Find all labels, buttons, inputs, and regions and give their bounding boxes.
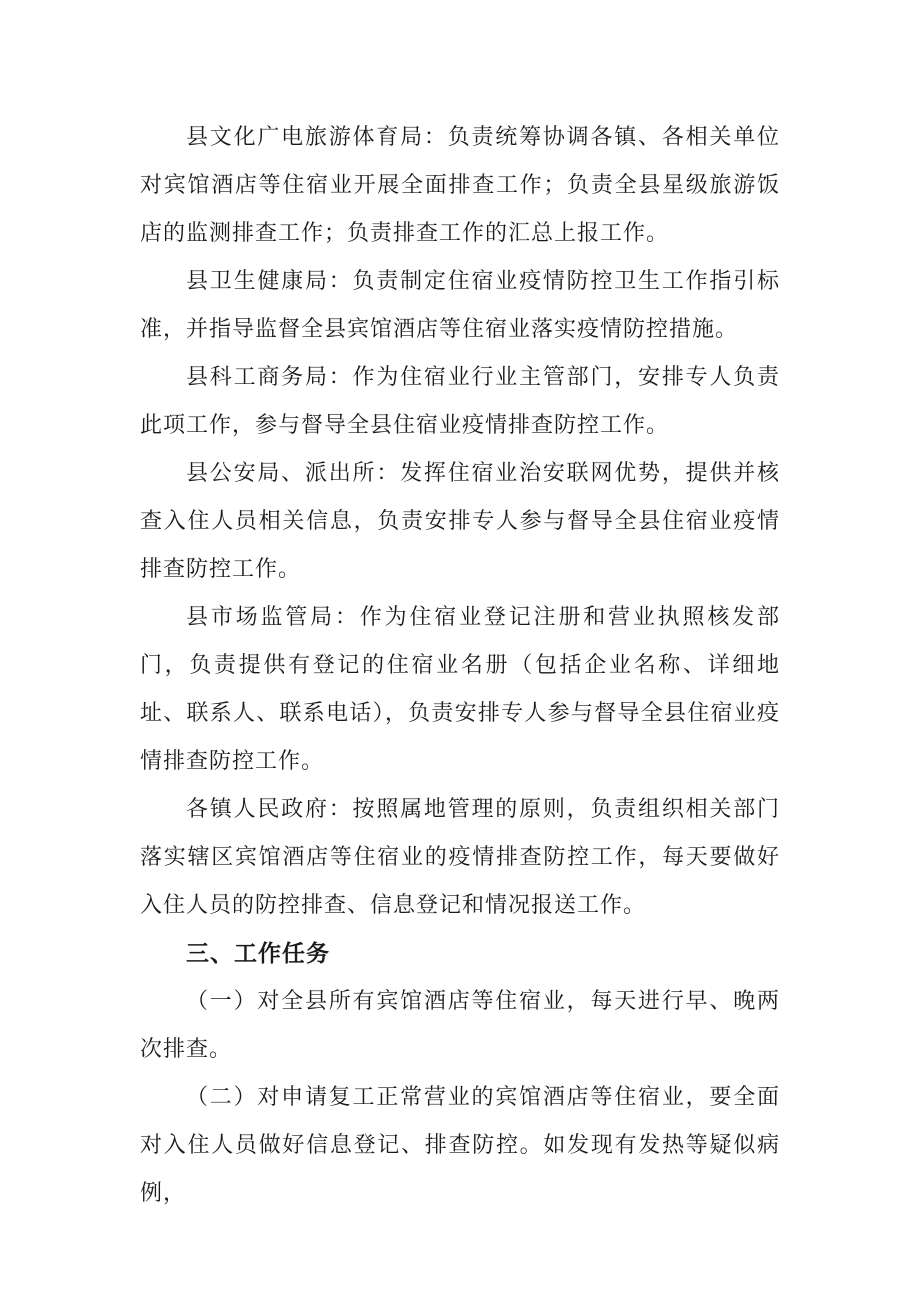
section-heading: 三、工作任务 <box>186 941 330 967</box>
task-item-1: （一）对全县所有宾馆酒店等住宿业，每天进行早、晚两次排查。 <box>140 989 780 1062</box>
paragraph-commerce-bureau: 县科工商务局：作为住宿业行业主管部门，安排专人负责此项工作，参与督导全县住宿业疫情排查防控工作。 <box>140 365 780 438</box>
paragraph-market-regulation-bureau: 县市场监管局：作为住宿业登记注册和营业执照核发部门，负责提供有登记的住宿业名册（包括企业名称、详细地址、联系人、联系电话），负责安排专人参与督导全县住宿业疫情排查防控工作。 <box>140 605 780 774</box>
paragraph-public-security-bureau: 县公安局、派出所：发挥住宿业治安联网优势，提供并核查入住人员相关信息，负责安排专人参与督导全县住宿业疫情排查防控工作。 <box>140 461 780 582</box>
paragraph-culture-tourism-bureau: 县文化广电旅游体育局：负责统筹协调各镇、各相关单位对宾馆酒店等住宿业开展全面排查工作；负责全县星级旅游饭店的监测排查工作；负责排查工作的汇总上报工作。 <box>140 125 780 246</box>
task-item-2: （二）对申请复工正常营业的宾馆酒店等住宿业，要全面对入住人员做好信息登记、排查防控。如发现有发热等疑似病例， <box>140 1085 780 1206</box>
paragraph-town-governments: 各镇人民政府：按照属地管理的原则，负责组织相关部门落实辖区宾馆酒店等住宿业的疫情排查防控工作，每天要做好入住人员的防控排查、信息登记和情况报送工作。 <box>140 797 780 918</box>
document-body <box>140 114 780 1218</box>
paragraph-health-bureau: 县卫生健康局：负责制定住宿业疫情防控卫生工作指引标准，并指导监督全县宾馆酒店等住宿业落实疫情防控措施。 <box>140 269 780 342</box>
